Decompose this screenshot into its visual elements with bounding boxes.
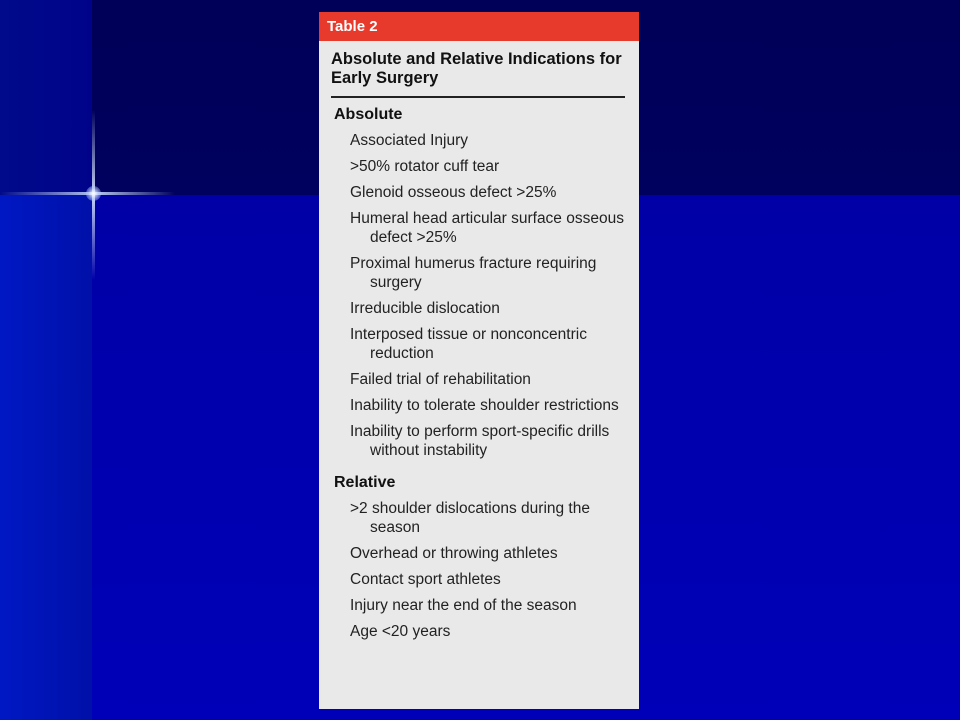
list-item: >2 shoulder dislocations during the season [350, 500, 590, 536]
list-item: Age <20 years [350, 623, 451, 640]
indications-table [319, 12, 639, 709]
list-item: Humeral head articular surface osseous defect >25% [350, 210, 624, 246]
section-heading-relative: Relative [334, 474, 396, 491]
sparkle-icon [86, 186, 101, 201]
relative-indications-list [319, 499, 639, 641]
list-item: Inability to perform sport-specific drills without instability [350, 423, 610, 459]
list-item: Proximal humerus fracture requiring surgery [350, 255, 597, 291]
list-item: Overhead or throwing athletes [350, 545, 558, 562]
list-item: Contact sport athletes [350, 571, 501, 588]
list-item: Glenoid osseous defect >25% [350, 184, 557, 201]
list-item: Interposed tissue or nonconcentric reduction [350, 326, 587, 362]
table-label: Table 2 [319, 12, 639, 41]
slide-left-bar-lower [0, 195, 92, 720]
absolute-indications-list [319, 131, 639, 460]
section-heading-absolute: Absolute [334, 106, 403, 123]
list-item: Irreducible dislocation [350, 300, 500, 317]
list-item: Injury near the end of the season [350, 597, 577, 614]
list-item: Inability to tolerate shoulder restrictions [350, 397, 619, 414]
list-item: >50% rotator cuff tear [350, 158, 500, 175]
list-item: Associated Injury [350, 132, 469, 149]
list-item: Failed trial of rehabilitation [350, 371, 531, 388]
table-title: Absolute and Relative Indications for Early Surgery [331, 50, 625, 98]
